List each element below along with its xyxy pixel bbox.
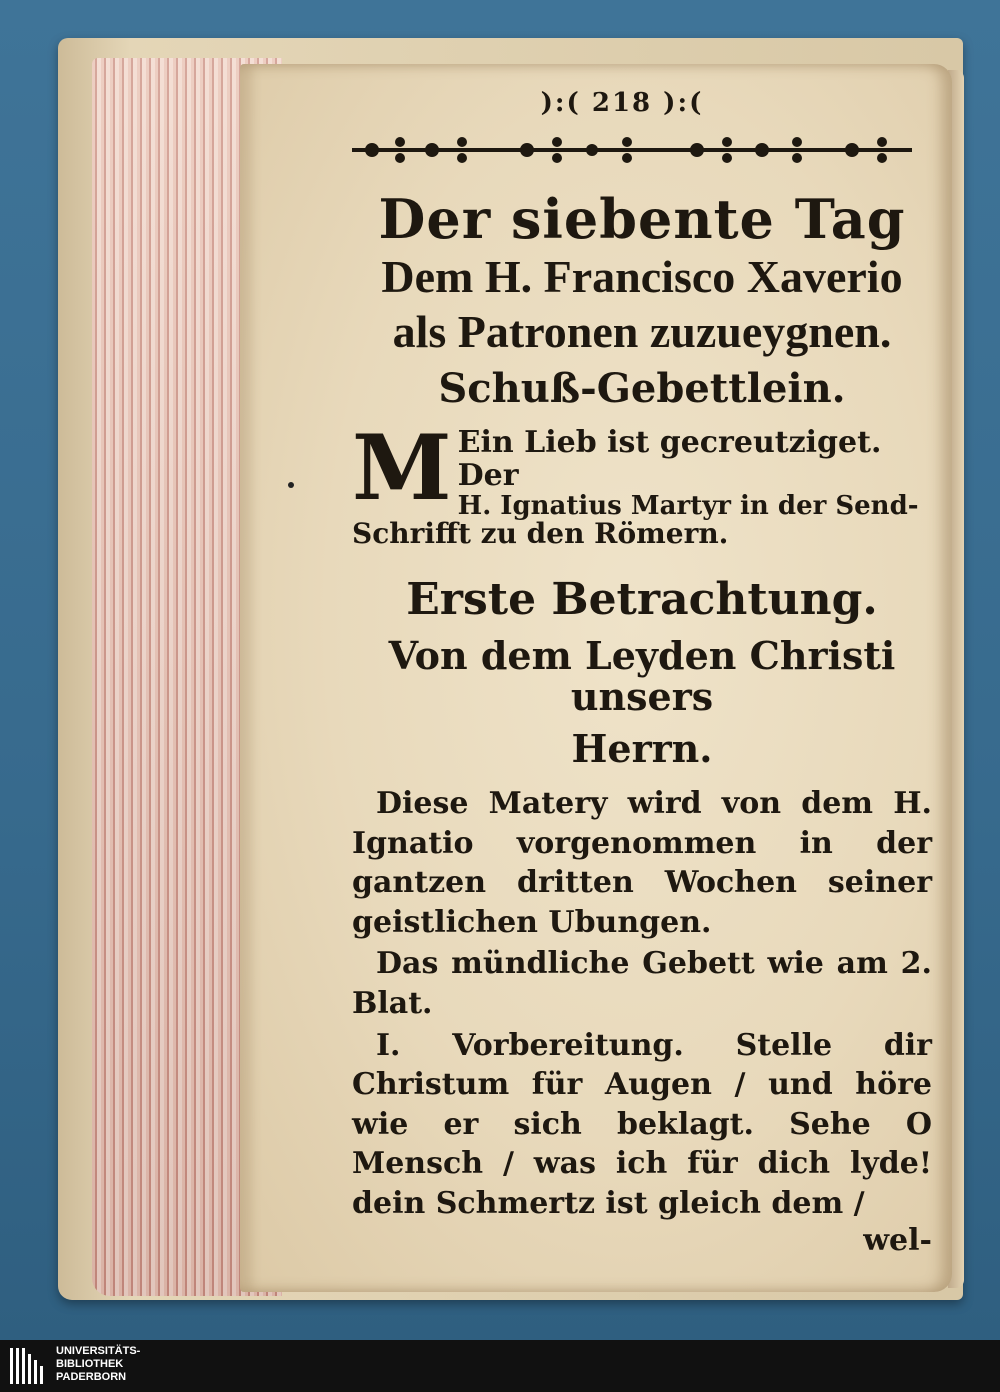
logo-line-3: PADERBORN [56,1371,127,1383]
paragraph-vorbereitung: I. Vorbereitung. Stelle dir Christum für Augen / und höre wie er sich beklagt. Sehe O Mensch / was ich für dich lyde! dein Schmertz ist gleich dem / [352,1027,932,1221]
day-title: Der siebente Tag [378,187,906,251]
catchword: wel- [863,1223,932,1259]
quote-line-3: Schrifft zu den Römern. [352,516,729,550]
section-subtitle-1: Von dem Leyden Christi unsers [388,632,896,720]
logo-line-1: UNIVERSITÄTS- [56,1345,141,1357]
dedication-line-1: Dem H. Francisco Xaverio [381,251,903,303]
dedication-line-2: als Patronen zuzueygnen. [392,306,892,358]
page-text [352,88,932,1258]
quote-line-2: H. Ignatius Martyr in der Send- [457,491,919,522]
ornament-divider [352,132,912,168]
prayer-heading: Schuß-Gebettlein. [438,365,846,413]
drop-cap: M [352,415,452,522]
library-logo-icon [8,1346,48,1386]
page-header: ):( 218 ):( [540,88,704,118]
section-title: Erste Betrachtung. [406,573,878,625]
footer-bar [0,1340,1000,1392]
quote-block [352,415,932,550]
paragraph-gebett: Das mündliche Gebett wie am 2. Blat. [352,946,932,1021]
quote-line-1: Ein Lieb ist gecreutziget. Der [457,425,882,494]
library-logo-text [56,1345,140,1384]
ink-spot [288,482,294,488]
section-subtitle-2: Herrn. [571,726,713,772]
paragraph-matery: Diese Matery wird von dem H. Ignatio vorgenommen in der gantzen dritten Wochen seiner geistlichen Ubungen. [352,785,932,940]
logo-line-2: BIBLIOTHEK [56,1358,124,1370]
